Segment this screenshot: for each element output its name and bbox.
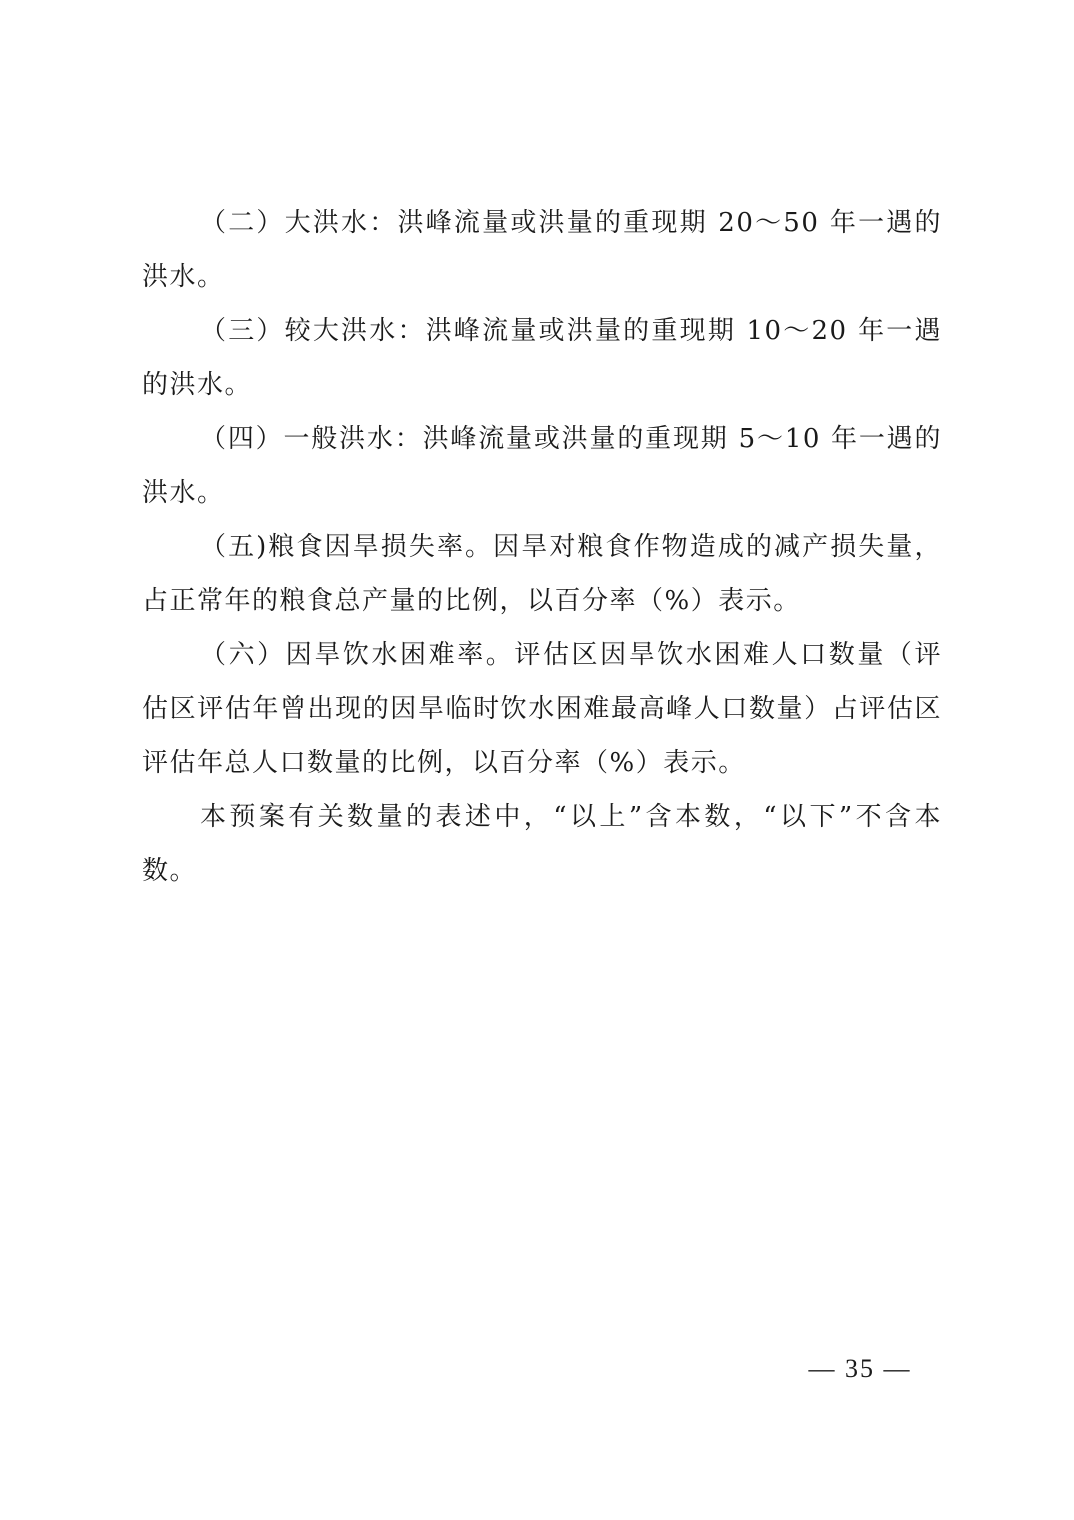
page-number: — 35 — <box>808 1354 912 1383</box>
paragraph-grain-loss-rate: （五)粮食因旱损失率。因旱对粮食作物造成的减产损失量，占正常年的粮食总产量的比例，以百分率（%）表示。 <box>142 532 942 616</box>
paragraph-quantity-note: 本预案有关数量的表述中，“以上”含本数，“以下”不含本数。 <box>142 802 942 886</box>
paragraph-general-flood: （四）一般洪水：洪峰流量或洪量的重现期 5～10 年一遇的洪水。 <box>142 424 942 508</box>
paragraph-large-flood: （三）较大洪水：洪峰流量或洪量的重现期 10～20 年一遇的洪水。 <box>142 316 942 400</box>
paragraph-major-flood: （二）大洪水：洪峰流量或洪量的重现期 20～50 年一遇的洪水。 <box>142 208 942 292</box>
paragraph-drinking-water-difficulty-rate: （六）因旱饮水困难率。评估区因旱饮水困难人口数量（评估区评估年曾出现的因旱临时饮水困难最高峰人口数量）占评估区评估年总人口数量的比例，以百分率（%）表示。 <box>142 640 942 778</box>
body-text <box>142 196 942 898</box>
